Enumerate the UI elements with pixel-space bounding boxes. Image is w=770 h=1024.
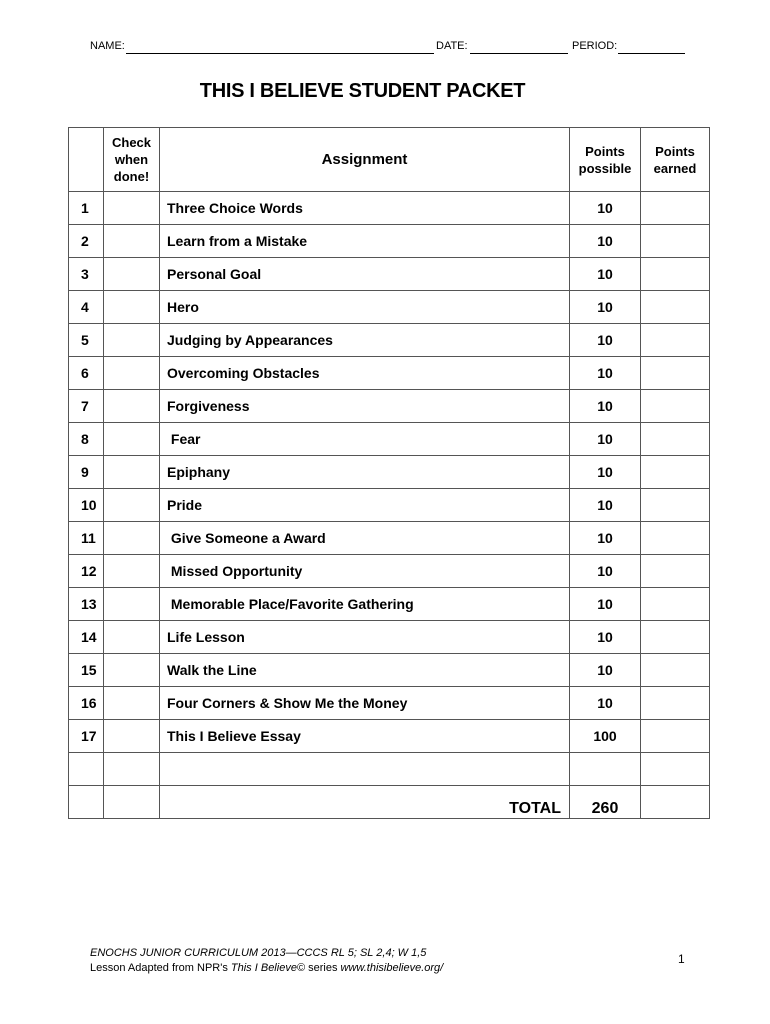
points-possible: 10 — [570, 621, 641, 654]
check-cell[interactable] — [104, 687, 160, 720]
table-row — [69, 720, 710, 753]
check-cell[interactable] — [104, 324, 160, 357]
row-number: 1 — [69, 192, 104, 225]
total-earned-cell[interactable] — [641, 786, 710, 819]
blank-row — [69, 753, 710, 786]
footer-url[interactable]: www.thisibelieve.org/ — [340, 962, 444, 974]
total-value: 260 — [570, 786, 641, 819]
table-row — [69, 357, 710, 390]
points-earned-cell[interactable] — [641, 258, 710, 291]
assignment-name: Forgiveness — [160, 390, 570, 423]
check-cell[interactable] — [104, 192, 160, 225]
row-number: 16 — [69, 687, 104, 720]
assignment-name: Fear — [160, 423, 570, 456]
points-earned-cell[interactable] — [641, 489, 710, 522]
points-earned-cell[interactable] — [641, 357, 710, 390]
table-row — [69, 423, 710, 456]
table-row — [69, 324, 710, 357]
assignment-name: Hero — [160, 291, 570, 324]
points-possible: 10 — [570, 390, 641, 423]
footer-curriculum: ENOCHS JUNIOR CURRICULUM 2013—CCCS RL 5; SL 2,4; W 1,5 — [90, 947, 427, 959]
assignment-name: Three Choice Words — [160, 192, 570, 225]
points-earned-header: Points earned — [641, 128, 710, 192]
number-header — [69, 128, 104, 192]
assignment-name: Pride — [160, 489, 570, 522]
table-row — [69, 390, 710, 423]
name-blank[interactable] — [126, 53, 434, 54]
check-cell[interactable] — [104, 654, 160, 687]
check-cell[interactable] — [104, 390, 160, 423]
points-possible-header: Points possible — [570, 128, 641, 192]
page-title: THIS I BELIEVE STUDENT PACKET — [199, 80, 526, 102]
table-row — [69, 456, 710, 489]
table-row — [69, 687, 710, 720]
points-possible: 10 — [570, 489, 641, 522]
blank-cell — [69, 786, 104, 819]
table-row — [69, 588, 710, 621]
assignment-name: Personal Goal — [160, 258, 570, 291]
table-row — [69, 192, 710, 225]
check-cell[interactable] — [104, 456, 160, 489]
check-cell[interactable] — [104, 423, 160, 456]
points-earned-cell[interactable] — [641, 522, 710, 555]
points-possible: 10 — [570, 687, 641, 720]
points-possible: 10 — [570, 456, 641, 489]
row-number: 5 — [69, 324, 104, 357]
check-cell[interactable] — [104, 522, 160, 555]
assignment-name: Memorable Place/Favorite Gathering — [160, 588, 570, 621]
points-earned-cell[interactable] — [641, 225, 710, 258]
page-number: 1 — [678, 952, 685, 966]
row-number: 2 — [69, 225, 104, 258]
row-number: 4 — [69, 291, 104, 324]
row-number: 11 — [69, 522, 104, 555]
check-header: Check when done! — [104, 128, 160, 192]
points-possible: 10 — [570, 555, 641, 588]
name-label: NAME: — [90, 40, 125, 52]
points-earned-cell[interactable] — [641, 621, 710, 654]
blank-cell — [160, 753, 570, 786]
assignment-name: Walk the Line — [160, 654, 570, 687]
check-cell[interactable] — [104, 555, 160, 588]
points-earned-cell[interactable] — [641, 324, 710, 357]
blank-check-cell[interactable] — [104, 753, 160, 786]
date-blank[interactable] — [470, 53, 568, 54]
points-earned-cell[interactable] — [641, 423, 710, 456]
points-possible: 10 — [570, 357, 641, 390]
student-info-header — [90, 40, 690, 56]
points-earned-cell[interactable] — [641, 291, 710, 324]
assignment-name: Learn from a Mistake — [160, 225, 570, 258]
points-earned-cell[interactable] — [641, 390, 710, 423]
row-number: 12 — [69, 555, 104, 588]
points-possible: 10 — [570, 654, 641, 687]
assignment-name: Life Lesson — [160, 621, 570, 654]
date-label: DATE: — [436, 40, 468, 52]
row-number: 17 — [69, 720, 104, 753]
footer-middle: series — [305, 962, 341, 974]
blank-cell — [69, 753, 104, 786]
assignment-name: Four Corners & Show Me the Money — [160, 687, 570, 720]
table-row — [69, 225, 710, 258]
points-earned-cell[interactable] — [641, 456, 710, 489]
blank-cell[interactable] — [641, 753, 710, 786]
footer-series: This I Believe© — [230, 962, 306, 974]
total-label: TOTAL — [160, 786, 570, 819]
points-earned-cell[interactable] — [641, 555, 710, 588]
row-number: 13 — [69, 588, 104, 621]
footer — [90, 946, 443, 976]
assignment-name: Give Someone a Award — [160, 522, 570, 555]
table-row — [69, 621, 710, 654]
check-cell[interactable] — [104, 225, 160, 258]
points-earned-cell[interactable] — [641, 588, 710, 621]
check-cell[interactable] — [104, 291, 160, 324]
points-earned-cell[interactable] — [641, 720, 710, 753]
row-number: 7 — [69, 390, 104, 423]
row-number: 9 — [69, 456, 104, 489]
blank-cell — [570, 753, 641, 786]
table-row — [69, 291, 710, 324]
table-row — [69, 555, 710, 588]
check-cell[interactable] — [104, 720, 160, 753]
period-blank[interactable] — [618, 53, 685, 54]
assignment-name: Missed Opportunity — [160, 555, 570, 588]
assignment-name: Overcoming Obstacles — [160, 357, 570, 390]
points-possible: 10 — [570, 258, 641, 291]
row-number: 14 — [69, 621, 104, 654]
check-cell[interactable] — [104, 489, 160, 522]
check-cell[interactable] — [104, 588, 160, 621]
row-number: 3 — [69, 258, 104, 291]
points-possible: 10 — [570, 324, 641, 357]
row-number: 8 — [69, 423, 104, 456]
table-row — [69, 654, 710, 687]
table-row — [69, 258, 710, 291]
points-possible: 10 — [570, 291, 641, 324]
period-label: PERIOD: — [572, 40, 618, 52]
points-earned-cell[interactable] — [641, 192, 710, 225]
row-number: 15 — [69, 654, 104, 687]
assignment-name: Judging by Appearances — [160, 324, 570, 357]
points-possible: 100 — [570, 720, 641, 753]
blank-check-cell[interactable] — [104, 786, 160, 819]
table-row — [69, 489, 710, 522]
points-earned-cell[interactable] — [641, 654, 710, 687]
points-earned-cell[interactable] — [641, 687, 710, 720]
table-header-row — [69, 128, 710, 192]
footer-prefix: Lesson Adapted from NPR's — [90, 962, 231, 974]
assignment-rows — [69, 192, 710, 753]
total-row — [69, 786, 710, 819]
row-number: 6 — [69, 357, 104, 390]
points-possible: 10 — [570, 423, 641, 456]
row-number: 10 — [69, 489, 104, 522]
check-cell[interactable] — [104, 357, 160, 390]
assignment-header: Assignment — [160, 128, 570, 192]
points-possible: 10 — [570, 522, 641, 555]
assignment-table — [68, 127, 710, 819]
check-cell[interactable] — [104, 258, 160, 291]
points-possible: 10 — [570, 225, 641, 258]
points-possible: 10 — [570, 588, 641, 621]
assignment-name: This I Believe Essay — [160, 720, 570, 753]
check-cell[interactable] — [104, 621, 160, 654]
assignment-name: Epiphany — [160, 456, 570, 489]
points-possible: 10 — [570, 192, 641, 225]
table-row — [69, 522, 710, 555]
